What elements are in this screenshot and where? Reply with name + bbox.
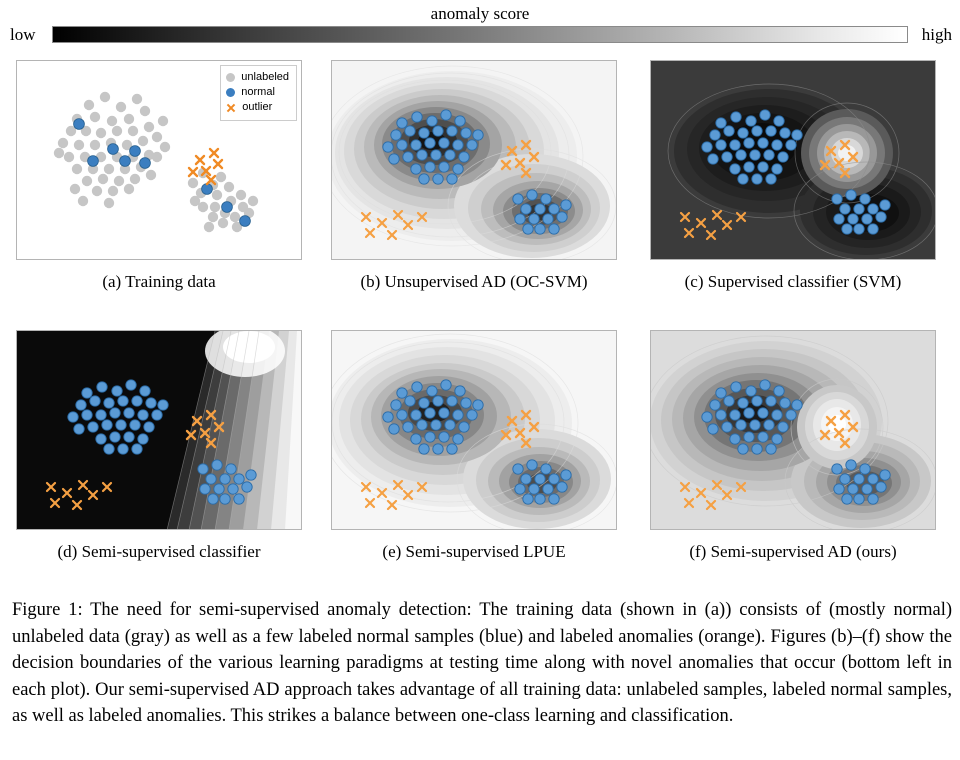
panel-f-contour bbox=[651, 331, 936, 530]
colorbar-gradient bbox=[52, 26, 908, 43]
legend-label-outlier: outlier bbox=[242, 101, 273, 113]
panel-c-caption: (c) Supervised classifier (SVM) bbox=[684, 272, 902, 291]
colorbar-low-label: low bbox=[10, 25, 36, 44]
panel-b-contour bbox=[332, 61, 617, 260]
panel-d-semi-supervised-classifier bbox=[16, 330, 302, 530]
panel-e-caption: (e) Semi-supervised LPUE bbox=[382, 542, 566, 561]
panel-b-unsupervised-ad bbox=[331, 60, 617, 260]
legend bbox=[220, 65, 297, 121]
panel-e-semi-supervised-lpue bbox=[331, 330, 617, 530]
legend-item-outlier bbox=[226, 100, 289, 115]
figure-caption: Figure 1: The need for semi-supervised anomaly detection: The training data (shown in (a)) consists of (mostly normal) unlabeled data (gray) as well as a few labeled normal samples (blue) and labeled anomalies (orange). Figures (b)–(f) show the decision boundaries of the various learning paradigms at testing time along with novel anomalies that occur (bottom left in each plot). Our semi-supervised AD approach takes advantage of all training data: unlabeled samples, labeled normal samples, as well as labeled anomalies. This strikes a balance between one-class learning and classification. bbox=[12, 600, 952, 726]
legend-label-unlabeled: unlabeled bbox=[241, 71, 289, 83]
panel-d-caption: (d) Semi-supervised classifier bbox=[57, 542, 261, 561]
panel-c-supervised-classifier bbox=[650, 60, 936, 260]
panel-c-contour bbox=[651, 61, 936, 260]
panel-f-caption: (f) Semi-supervised AD (ours) bbox=[689, 542, 897, 561]
normal-marker-icon bbox=[226, 88, 235, 97]
colorbar-high-label: high bbox=[921, 25, 952, 44]
panel-b-caption: (b) Unsupervised AD (OC-SVM) bbox=[360, 272, 588, 291]
legend-item-unlabeled bbox=[226, 70, 289, 85]
colorbar-title: anomaly score bbox=[430, 4, 530, 23]
unlabeled-marker-icon bbox=[226, 73, 235, 82]
anomaly-score-colorbar bbox=[0, 4, 960, 52]
outlier-marker-icon bbox=[226, 103, 236, 113]
panel-a-caption: (a) Training data bbox=[102, 272, 216, 291]
panel-e-contour bbox=[332, 331, 617, 530]
legend-item-normal bbox=[226, 85, 289, 100]
panel-a-training-data bbox=[16, 60, 302, 260]
panel-d-contour bbox=[17, 331, 302, 530]
panel-f-semi-supervised-ad bbox=[650, 330, 936, 530]
legend-label-normal: normal bbox=[241, 86, 275, 98]
